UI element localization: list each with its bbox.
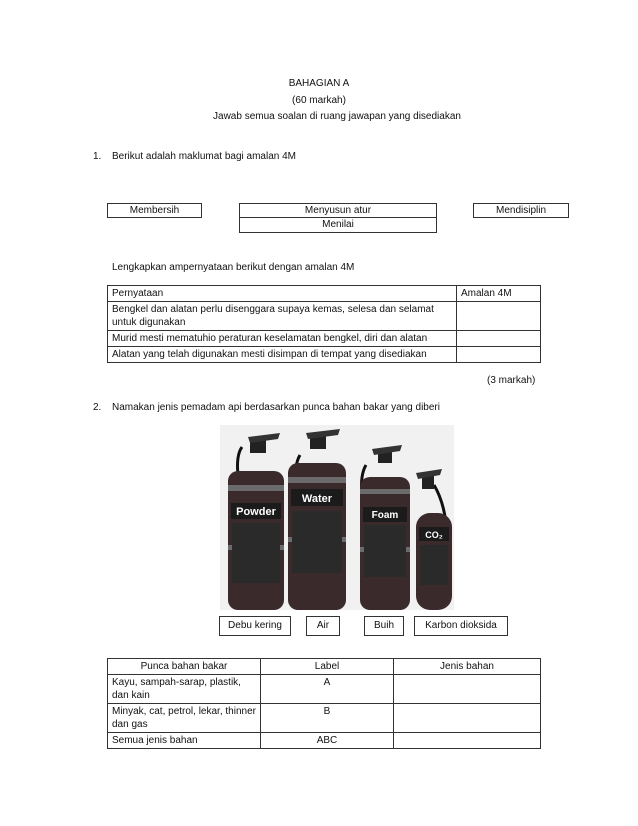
- q1-row-1: Bengkel dan alatan perlu disenggara supaya kemas, selesa dan selamat untuk digunakan: [108, 302, 457, 331]
- q1-answer-3[interactable]: [457, 347, 541, 363]
- q2-header-punca: Punca bahan bakar: [108, 659, 261, 675]
- water-label: Water: [301, 493, 333, 505]
- q2-answer-3[interactable]: [394, 733, 541, 749]
- q2-row-3-source: Semua jenis bahan: [108, 733, 261, 749]
- q2-row-2-label: B: [261, 704, 394, 733]
- section-title: BAHAGIAN A: [288, 78, 350, 89]
- q1-marks: (3 markah): [487, 375, 536, 386]
- option-menyusun-atur: Menyusun atur: [239, 203, 437, 218]
- co2-label: CO₂: [425, 530, 443, 540]
- foam-label: Foam: [371, 510, 399, 521]
- q2-header-label: Label: [261, 659, 394, 675]
- q2-number: 2.: [93, 402, 102, 413]
- q2-answer-2[interactable]: [394, 704, 541, 733]
- q1-row-3: Alatan yang telah digunakan mesti disimpan di tempat yang disediakan: [108, 347, 457, 363]
- label-buih: Buih: [364, 616, 404, 636]
- q2-answer-1[interactable]: [394, 675, 541, 704]
- total-marks: (60 markah): [292, 95, 346, 106]
- option-menilai: Menilai: [239, 217, 437, 233]
- q1-table: [107, 285, 541, 363]
- label-debu-kering: Debu kering: [219, 616, 291, 636]
- q1-number: 1.: [93, 151, 102, 162]
- option-mendisiplin: Mendisiplin: [473, 203, 569, 218]
- q2-table: [107, 658, 541, 749]
- q1-header-pernyataan: Pernyataan: [108, 286, 457, 302]
- option-membersih: Membersih: [107, 203, 202, 218]
- q2-row-3-label: ABC: [261, 733, 394, 749]
- fire-extinguishers-image: [220, 425, 454, 610]
- q2-row-2-source: Minyak, cat, petrol, lekar, thinner dan gas: [108, 704, 261, 733]
- q1-answer-1[interactable]: [457, 302, 541, 331]
- q2-row-1-source: Kayu, sampah-sarap, plastik, dan kain: [108, 675, 261, 704]
- instruction: Jawab semua soalan di ruang jawapan yang disediakan: [213, 111, 461, 122]
- q1-row-2: Murid mesti mematuhio peraturan keselamatan bengkel, diri dan alatan: [108, 331, 457, 347]
- q1-text: Berikut adalah maklumat bagi amalan 4M: [112, 151, 296, 162]
- q1-header-amalan: Amalan 4M: [457, 286, 541, 302]
- label-air: Air: [306, 616, 340, 636]
- q2-header-jenis: Jenis bahan: [394, 659, 541, 675]
- q1-answer-2[interactable]: [457, 331, 541, 347]
- q2-row-1-label: A: [261, 675, 394, 704]
- powder-label: Powder: [236, 506, 276, 518]
- q2-text: Namakan jenis pemadam api berdasarkan punca bahan bakar yang diberi: [112, 402, 440, 413]
- q1-sub-instruction: Lengkapkan ampernyataan berikut dengan amalan 4M: [112, 262, 355, 273]
- label-karbon-dioksida: Karbon dioksida: [414, 616, 508, 636]
